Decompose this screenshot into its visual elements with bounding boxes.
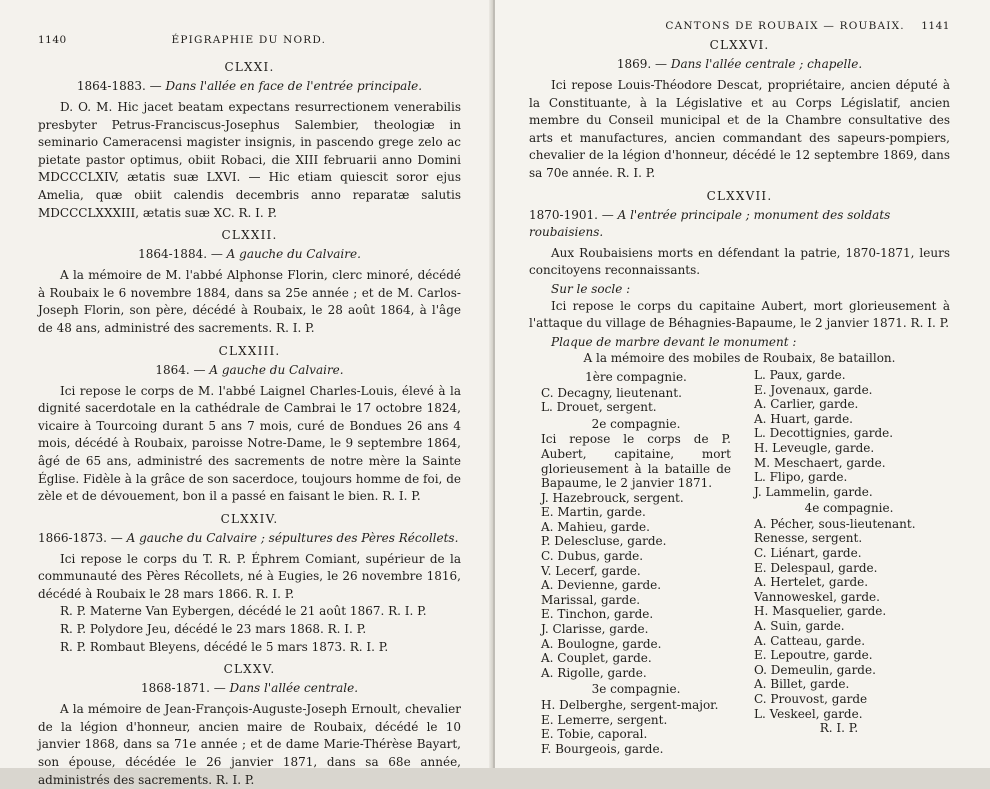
roster-name: E. Jovenaux, garde. [754,382,873,397]
section-location: — Dans l'allée centrale. [209,681,359,696]
roster-name: H. Delberghe, sergent-major. [541,698,719,712]
section-date: 1864-1883. [76,79,146,93]
section-location: — Dans l'allée centrale ; chapelle. [651,57,863,71]
roster-name: P. Delescluse, garde. [541,534,667,549]
roster-name: A. Catteau, garde. [754,633,866,648]
roster-name: E. Tobie, caporal. [541,727,648,742]
right-running-head [529,20,950,32]
roster-name: H. Leveugle, garde. [754,440,875,455]
right-page-number: 1141 [921,20,950,32]
roster-name: A. Boulogne, garde. [541,636,662,651]
roster-columns [529,368,950,756]
section-location: — A gauche du Calvaire ; sépultures des Pères Récollets. [106,530,459,545]
company-inscription: Ici repose le corps de P. Aubert, capitaine, mort glorieusement à la bataille de Bapaume, le 2 janvier 1871. [541,432,731,491]
roster-name: E. Martin, garde. [541,505,646,520]
inscription-text: Ici repose le corps du T. R. P. Éphrem Comiant, supérieur de la communauté des Pères Récollets, né à Eugies, le 26 novembre 1816, décédé à Roubaix le 28 mars 1866. R. I. P. [38,551,461,601]
left-page-number: 1140 [38,34,67,46]
inscription-text: Ici repose le corps du capitaine Aubert, mort glorieusement à l'attaque du village de Béhagnies-Bapaume, le 2 janvier 1871. R. I. P. [529,298,950,331]
roster-name: L. Veskeel, garde. [754,706,863,721]
section-date-location [38,680,461,697]
socle-label: Sur le socle : [551,281,631,296]
roster-name: M. Meschaert, garde. [754,455,886,470]
roster-name: L. Drouet, sergent. [541,400,657,415]
left-running-head [38,34,461,46]
section-number: CLXXIV. [220,511,279,526]
section-date: 1870-1901. [529,207,598,222]
section-location: — Dans l'allée en face de l'entrée principale. [145,79,423,93]
section-number: CLXXVI. [709,38,770,52]
inscription-text: Aux Roubaisiens morts en défendant la patrie, 1870-1871, leurs concitoyens reconnaissants. [529,245,950,278]
roster-name: A. Billet, garde. [754,677,850,692]
roster-name: E. Lepoutre, garde. [754,648,873,663]
section-date-location [38,246,461,263]
roster-name: C. Dubus, garde. [541,549,644,564]
section-date: 1866-1873. [38,530,107,545]
section-number: CLXXV. [223,662,276,677]
inscription-text: Ici repose Louis-Théodore Descat, propriétaire, ancien député à la Constituante, à la Législative et au Corps Législatif, ancien membre du Conseil municipal et de la Chambre consultative des arts et manufactures, ancien commandant des sapeurs-pompiers, chevalier de la légion d'honneur, décédé le 12 septembre 1869, dans sa 70e année. R. I. P. [529,78,950,180]
right-page [495,0,990,768]
company-heading: 1ère compagnie. [585,369,687,384]
section-date: 1869. [616,57,652,71]
roster-name: L. Decottignies, garde. [754,426,894,441]
section-date: 1868-1871. [140,681,210,696]
left-page [0,0,495,787]
roster-name: V. Lecerf, garde. [541,563,641,578]
section-location: — A gauche du Calvaire. [189,362,344,377]
roster-name: A. Hertelet, garde. [754,575,869,590]
section-number: CLXXI. [224,60,275,74]
roster-name: Vannoweskel, garde. [754,589,880,604]
section-date-location [38,78,461,95]
roster-name: O. Demeulin, garde. [754,662,876,677]
roster-name: Marissal, garde. [541,592,641,607]
plaque-label: Plaque de marbre devant le monument : [551,334,797,349]
memorial-line: A la mémoire des mobiles de Roubaix, 8e bataillon. [583,350,896,365]
burial-entry: R. P. Polydore Jeu, décédé le 23 mars 1868. R. I. P. [60,622,367,637]
left-running-title: ÉPIGRAPHIE DU NORD. [171,34,327,46]
section-date: 1864. [155,362,190,377]
roster-name: C. Decagny, lieutenant. [541,385,682,400]
section-date-location [38,362,461,379]
roster-name: A. Pécher, sous-lieutenant. [754,516,916,531]
company-heading: 3e compagnie. [591,682,681,697]
section-location: — A l'entrée principale ; monument des soldats roubaisiens. [529,207,891,239]
roster-name: A. Suin, garde. [754,619,845,634]
roster-column-left [529,368,731,756]
roster-name: F. Bourgeois, garde. [541,741,664,756]
roster-name: A. Huart, garde. [754,411,853,426]
roster-name: J. Clarisse, garde. [541,622,649,637]
section-number: CLXXII. [221,228,278,243]
roster-name: J. Lammelin, garde. [754,484,873,499]
rip-closing: R. I. P. [819,721,859,736]
roster-name: E. Tinchon, garde. [541,607,654,622]
inscription-text: Ici repose le corps de M. l'abbé Laignel Charles-Louis, élevé à la dignité sacerdotale en la cathédrale de Cambrai le 17 octobre 1824, vicaire à Tourcoing durant 5 ans 7 mois, curé de Bondues 26 ans 4 mois, décédé à Roubaix, paroisse Notre-Dame, le 9 septembre 1864, âgé de 65 ans, administré des sacrements de notre mère la Sainte Église. Fidèle à la grâce de son sacerdoce, toujours homme de foi, de zèle et de dévouement, bon il a passé en faisant le bien. R. I. P. [38,383,461,504]
inscription-text: A la mémoire de Jean-François-Auguste-Joseph Ernoult, chevalier de la légion d'honneur, ancien maire de Roubaix, décédé le 10 janvier 1868, dans sa 71e année ; et de dame Marie-Thérèse Bayart, son épouse, décédée le 26 janvier 1871, dans sa 68e année, administrés des sacrements. R. I. P. [38,702,461,787]
roster-name: A. Couplet, garde. [541,651,652,666]
roster-name: J. Hazebrouck, sergent. [541,490,684,505]
section-date-location [529,207,950,241]
roster-column-right [754,368,950,756]
roster-name: A. Devienne, garde. [541,578,662,593]
section-date: 1864-1884. [138,247,208,262]
roster-name: Renesse, sergent. [754,531,863,546]
burial-entry: R. P. Materne Van Eybergen, décédé le 21 août 1867. R. I. P. [60,604,427,619]
inscription-text: A la mémoire de M. l'abbé Alphonse Florin, clerc minoré, décédé à Roubaix le 6 novembre 1884, dans sa 25e année ; et de M. Carlos-Joseph Florin, son père, décédé à Roubaix, le 28 août 1864, à l'âge de 48 ans, administré des sacrements. R. I. P. [38,268,461,335]
roster-name: E. Lemerre, sergent. [541,712,668,727]
roster-name: A. Rigolle, garde. [541,665,647,680]
section-number: CLXXIII. [218,343,281,358]
roster-name: E. Delespaul, garde. [754,560,878,575]
roster-name: A. Mahieu, garde. [541,519,650,534]
section-date-location [38,530,461,547]
inscription-text: D. O. M. Hic jacet beatam expectans resurrectionem venerabilis presbyter Petrus-Franciscus-Josephus Salembier, theologiæ in seminario Cameracensi magister insignis, in pascendo grege zelo ac pietate pastor optimus, obiit Robaci, die XIII februarii anno Domini MDCCCLXIV, ætatis suæ LXVI. — Hic etiam quiescit soror ejus Amelia, quæ obiit calendis decembris anno reparatæ salutis MDCCCLXXXIII, ætatis suæ XC. R. I. P. [38,100,461,220]
section-number: CLXXVII. [706,188,773,203]
roster-name: C. Prouvost, garde [754,692,868,706]
roster-name: L. Flipo, garde. [754,470,848,485]
roster-name: C. Liénart, garde. [754,546,862,561]
burial-entry: R. P. Rombaut Bleyens, décédé le 5 mars 1873. R. I. P. [60,639,389,654]
section-date-location [529,56,950,73]
roster-name: A. Carlier, garde. [754,397,859,412]
roster-name: L. Paux, garde. [754,367,846,382]
company-heading: 2e compagnie. [591,416,681,431]
right-running-title: CANTONS DE ROUBAIX — ROUBAIX. [665,20,905,32]
company-heading: 4e compagnie. [804,501,894,516]
section-location: — A gauche du Calvaire. [207,247,361,262]
roster-name: H. Masquelier, garde. [754,604,887,619]
